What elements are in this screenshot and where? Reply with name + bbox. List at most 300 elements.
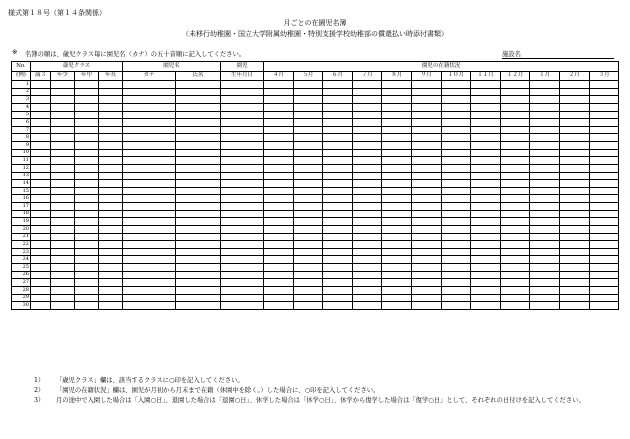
entry-cell[interactable] xyxy=(123,233,176,241)
entry-cell[interactable] xyxy=(31,126,51,134)
entry-cell[interactable] xyxy=(559,271,589,279)
entry-cell[interactable] xyxy=(412,88,442,96)
entry-cell[interactable] xyxy=(323,96,353,104)
entry-cell[interactable] xyxy=(176,256,221,264)
entry-cell[interactable] xyxy=(500,225,530,233)
entry-cell[interactable] xyxy=(352,157,382,165)
entry-cell[interactable] xyxy=(352,195,382,203)
entry-cell[interactable] xyxy=(51,81,75,89)
entry-cell[interactable] xyxy=(412,264,442,272)
entry-cell[interactable] xyxy=(293,210,323,218)
entry-cell[interactable] xyxy=(51,286,75,294)
entry-cell[interactable] xyxy=(99,180,123,188)
entry-cell[interactable] xyxy=(323,286,353,294)
entry-cell[interactable] xyxy=(441,96,471,104)
entry-cell[interactable] xyxy=(352,96,382,104)
entry-cell[interactable] xyxy=(382,142,412,150)
entry-cell[interactable] xyxy=(99,203,123,211)
entry-cell[interactable] xyxy=(412,164,442,172)
entry-cell[interactable] xyxy=(75,271,99,279)
entry-cell[interactable] xyxy=(293,103,323,111)
entry-cell[interactable] xyxy=(530,279,560,287)
entry-cell[interactable] xyxy=(441,302,471,310)
entry-cell[interactable] xyxy=(352,203,382,211)
entry-cell[interactable] xyxy=(441,126,471,134)
entry-cell[interactable] xyxy=(471,119,501,127)
entry-cell[interactable] xyxy=(382,96,412,104)
entry-cell[interactable] xyxy=(293,134,323,142)
entry-cell[interactable] xyxy=(99,241,123,249)
entry-cell[interactable] xyxy=(123,88,176,96)
entry-cell[interactable] xyxy=(471,187,501,195)
entry-cell[interactable] xyxy=(382,103,412,111)
entry-cell[interactable] xyxy=(31,302,51,310)
entry-cell[interactable] xyxy=(500,248,530,256)
entry-cell[interactable] xyxy=(352,180,382,188)
entry-cell[interactable] xyxy=(123,264,176,272)
entry-cell[interactable] xyxy=(293,119,323,127)
entry-cell[interactable] xyxy=(559,218,589,226)
entry-cell[interactable] xyxy=(471,164,501,172)
entry-cell[interactable] xyxy=(176,279,221,287)
entry-cell[interactable] xyxy=(176,126,221,134)
entry-cell[interactable] xyxy=(471,210,501,218)
entry-cell[interactable] xyxy=(589,164,619,172)
entry-cell[interactable] xyxy=(75,286,99,294)
entry-cell[interactable] xyxy=(221,256,264,264)
entry-cell[interactable] xyxy=(264,286,294,294)
entry-cell[interactable] xyxy=(559,286,589,294)
entry-cell[interactable] xyxy=(123,210,176,218)
entry-cell[interactable] xyxy=(264,225,294,233)
entry-cell[interactable] xyxy=(264,203,294,211)
entry-cell[interactable] xyxy=(221,248,264,256)
entry-cell[interactable] xyxy=(530,134,560,142)
entry-cell[interactable] xyxy=(352,225,382,233)
entry-cell[interactable] xyxy=(51,172,75,180)
entry-cell[interactable] xyxy=(441,187,471,195)
entry-cell[interactable] xyxy=(176,157,221,165)
entry-cell[interactable] xyxy=(530,126,560,134)
entry-cell[interactable] xyxy=(589,302,619,310)
entry-cell[interactable] xyxy=(382,302,412,310)
entry-cell[interactable] xyxy=(589,103,619,111)
entry-cell[interactable] xyxy=(323,241,353,249)
entry-cell[interactable] xyxy=(176,111,221,119)
entry-cell[interactable] xyxy=(323,88,353,96)
entry-cell[interactable] xyxy=(589,96,619,104)
entry-cell[interactable] xyxy=(382,210,412,218)
entry-cell[interactable] xyxy=(264,279,294,287)
entry-cell[interactable] xyxy=(382,225,412,233)
entry-cell[interactable] xyxy=(31,119,51,127)
entry-cell[interactable] xyxy=(221,111,264,119)
entry-cell[interactable] xyxy=(323,233,353,241)
entry-cell[interactable] xyxy=(221,241,264,249)
entry-cell[interactable] xyxy=(530,81,560,89)
entry-cell[interactable] xyxy=(176,241,221,249)
entry-cell[interactable] xyxy=(293,111,323,119)
entry-cell[interactable] xyxy=(176,218,221,226)
entry-cell[interactable] xyxy=(589,203,619,211)
entry-cell[interactable] xyxy=(382,149,412,157)
entry-cell[interactable] xyxy=(559,111,589,119)
entry-cell[interactable] xyxy=(123,248,176,256)
entry-cell[interactable] xyxy=(559,88,589,96)
entry-cell[interactable] xyxy=(51,157,75,165)
entry-cell[interactable] xyxy=(293,172,323,180)
entry-cell[interactable] xyxy=(471,225,501,233)
entry-cell[interactable] xyxy=(176,96,221,104)
entry-cell[interactable] xyxy=(500,256,530,264)
entry-cell[interactable] xyxy=(382,172,412,180)
entry-cell[interactable] xyxy=(589,180,619,188)
entry-cell[interactable] xyxy=(293,302,323,310)
entry-cell[interactable] xyxy=(500,187,530,195)
entry-cell[interactable] xyxy=(176,164,221,172)
entry-cell[interactable] xyxy=(559,210,589,218)
entry-cell[interactable] xyxy=(530,142,560,150)
entry-cell[interactable] xyxy=(559,279,589,287)
entry-cell[interactable] xyxy=(51,218,75,226)
entry-cell[interactable] xyxy=(176,119,221,127)
entry-cell[interactable] xyxy=(323,81,353,89)
entry-cell[interactable] xyxy=(75,88,99,96)
entry-cell[interactable] xyxy=(559,96,589,104)
entry-cell[interactable] xyxy=(51,96,75,104)
entry-cell[interactable] xyxy=(500,88,530,96)
entry-cell[interactable] xyxy=(352,142,382,150)
entry-cell[interactable] xyxy=(589,294,619,302)
entry-cell[interactable] xyxy=(441,142,471,150)
entry-cell[interactable] xyxy=(99,225,123,233)
entry-cell[interactable] xyxy=(559,195,589,203)
entry-cell[interactable] xyxy=(471,203,501,211)
entry-cell[interactable] xyxy=(221,88,264,96)
entry-cell[interactable] xyxy=(75,111,99,119)
entry-cell[interactable] xyxy=(500,126,530,134)
entry-cell[interactable] xyxy=(99,142,123,150)
entry-cell[interactable] xyxy=(471,142,501,150)
entry-cell[interactable] xyxy=(123,279,176,287)
entry-cell[interactable] xyxy=(323,248,353,256)
entry-cell[interactable] xyxy=(264,134,294,142)
entry-cell[interactable] xyxy=(123,149,176,157)
entry-cell[interactable] xyxy=(264,81,294,89)
entry-cell[interactable] xyxy=(264,103,294,111)
entry-cell[interactable] xyxy=(441,233,471,241)
entry-cell[interactable] xyxy=(352,103,382,111)
entry-cell[interactable] xyxy=(500,302,530,310)
entry-cell[interactable] xyxy=(500,271,530,279)
entry-cell[interactable] xyxy=(441,172,471,180)
entry-cell[interactable] xyxy=(99,286,123,294)
entry-cell[interactable] xyxy=(589,149,619,157)
entry-cell[interactable] xyxy=(99,103,123,111)
entry-cell[interactable] xyxy=(530,225,560,233)
entry-cell[interactable] xyxy=(221,134,264,142)
entry-cell[interactable] xyxy=(123,271,176,279)
entry-cell[interactable] xyxy=(75,187,99,195)
entry-cell[interactable] xyxy=(412,241,442,249)
entry-cell[interactable] xyxy=(530,157,560,165)
entry-cell[interactable] xyxy=(412,256,442,264)
entry-cell[interactable] xyxy=(382,164,412,172)
entry-cell[interactable] xyxy=(589,134,619,142)
entry-cell[interactable] xyxy=(441,218,471,226)
entry-cell[interactable] xyxy=(293,256,323,264)
entry-cell[interactable] xyxy=(412,294,442,302)
entry-cell[interactable] xyxy=(412,134,442,142)
entry-cell[interactable] xyxy=(441,256,471,264)
entry-cell[interactable] xyxy=(412,210,442,218)
entry-cell[interactable] xyxy=(31,218,51,226)
entry-cell[interactable] xyxy=(51,134,75,142)
entry-cell[interactable] xyxy=(441,248,471,256)
entry-cell[interactable] xyxy=(31,134,51,142)
entry-cell[interactable] xyxy=(352,286,382,294)
entry-cell[interactable] xyxy=(176,142,221,150)
entry-cell[interactable] xyxy=(589,279,619,287)
entry-cell[interactable] xyxy=(99,88,123,96)
entry-cell[interactable] xyxy=(441,180,471,188)
entry-cell[interactable] xyxy=(441,241,471,249)
entry-cell[interactable] xyxy=(31,203,51,211)
entry-cell[interactable] xyxy=(75,241,99,249)
entry-cell[interactable] xyxy=(75,126,99,134)
entry-cell[interactable] xyxy=(51,149,75,157)
entry-cell[interactable] xyxy=(51,103,75,111)
entry-cell[interactable] xyxy=(51,256,75,264)
entry-cell[interactable] xyxy=(559,248,589,256)
entry-cell[interactable] xyxy=(382,180,412,188)
entry-cell[interactable] xyxy=(412,187,442,195)
entry-cell[interactable] xyxy=(221,218,264,226)
entry-cell[interactable] xyxy=(31,210,51,218)
entry-cell[interactable] xyxy=(352,81,382,89)
entry-cell[interactable] xyxy=(500,279,530,287)
entry-cell[interactable] xyxy=(99,271,123,279)
entry-cell[interactable] xyxy=(99,134,123,142)
entry-cell[interactable] xyxy=(75,157,99,165)
entry-cell[interactable] xyxy=(352,164,382,172)
entry-cell[interactable] xyxy=(221,225,264,233)
entry-cell[interactable] xyxy=(471,172,501,180)
entry-cell[interactable] xyxy=(31,88,51,96)
entry-cell[interactable] xyxy=(589,111,619,119)
entry-cell[interactable] xyxy=(293,88,323,96)
entry-cell[interactable] xyxy=(323,256,353,264)
entry-cell[interactable] xyxy=(293,81,323,89)
entry-cell[interactable] xyxy=(221,286,264,294)
entry-cell[interactable] xyxy=(441,294,471,302)
entry-cell[interactable] xyxy=(293,233,323,241)
entry-cell[interactable] xyxy=(412,157,442,165)
facility-name-field[interactable]: 施設名 xyxy=(502,49,614,59)
entry-cell[interactable] xyxy=(530,195,560,203)
entry-cell[interactable] xyxy=(176,302,221,310)
entry-cell[interactable] xyxy=(176,81,221,89)
entry-cell[interactable] xyxy=(559,187,589,195)
entry-cell[interactable] xyxy=(352,279,382,287)
entry-cell[interactable] xyxy=(31,172,51,180)
entry-cell[interactable] xyxy=(500,210,530,218)
entry-cell[interactable] xyxy=(589,218,619,226)
entry-cell[interactable] xyxy=(382,88,412,96)
entry-cell[interactable] xyxy=(500,96,530,104)
entry-cell[interactable] xyxy=(99,302,123,310)
entry-cell[interactable] xyxy=(31,142,51,150)
entry-cell[interactable] xyxy=(352,294,382,302)
entry-cell[interactable] xyxy=(75,256,99,264)
entry-cell[interactable] xyxy=(323,195,353,203)
entry-cell[interactable] xyxy=(75,195,99,203)
entry-cell[interactable] xyxy=(31,187,51,195)
entry-cell[interactable] xyxy=(412,172,442,180)
entry-cell[interactable] xyxy=(51,111,75,119)
entry-cell[interactable] xyxy=(441,195,471,203)
entry-cell[interactable] xyxy=(264,264,294,272)
entry-cell[interactable] xyxy=(75,180,99,188)
entry-cell[interactable] xyxy=(123,225,176,233)
entry-cell[interactable] xyxy=(530,248,560,256)
entry-cell[interactable] xyxy=(500,241,530,249)
entry-cell[interactable] xyxy=(123,126,176,134)
entry-cell[interactable] xyxy=(31,111,51,119)
entry-cell[interactable] xyxy=(31,233,51,241)
entry-cell[interactable] xyxy=(31,81,51,89)
entry-cell[interactable] xyxy=(471,241,501,249)
entry-cell[interactable] xyxy=(441,203,471,211)
entry-cell[interactable] xyxy=(293,286,323,294)
entry-cell[interactable] xyxy=(382,126,412,134)
entry-cell[interactable] xyxy=(293,96,323,104)
entry-cell[interactable] xyxy=(293,157,323,165)
entry-cell[interactable] xyxy=(99,96,123,104)
entry-cell[interactable] xyxy=(293,271,323,279)
entry-cell[interactable] xyxy=(441,119,471,127)
entry-cell[interactable] xyxy=(559,294,589,302)
entry-cell[interactable] xyxy=(221,149,264,157)
entry-cell[interactable] xyxy=(323,180,353,188)
entry-cell[interactable] xyxy=(176,286,221,294)
entry-cell[interactable] xyxy=(99,157,123,165)
entry-cell[interactable] xyxy=(530,271,560,279)
entry-cell[interactable] xyxy=(264,302,294,310)
entry-cell[interactable] xyxy=(221,103,264,111)
entry-cell[interactable] xyxy=(221,294,264,302)
entry-cell[interactable] xyxy=(123,157,176,165)
entry-cell[interactable] xyxy=(31,271,51,279)
entry-cell[interactable] xyxy=(589,81,619,89)
entry-cell[interactable] xyxy=(530,88,560,96)
entry-cell[interactable] xyxy=(323,103,353,111)
entry-cell[interactable] xyxy=(441,157,471,165)
entry-cell[interactable] xyxy=(500,218,530,226)
entry-cell[interactable] xyxy=(176,88,221,96)
entry-cell[interactable] xyxy=(589,264,619,272)
entry-cell[interactable] xyxy=(75,279,99,287)
entry-cell[interactable] xyxy=(293,187,323,195)
entry-cell[interactable] xyxy=(471,271,501,279)
entry-cell[interactable] xyxy=(382,81,412,89)
entry-cell[interactable] xyxy=(293,149,323,157)
entry-cell[interactable] xyxy=(323,164,353,172)
entry-cell[interactable] xyxy=(31,256,51,264)
entry-cell[interactable] xyxy=(589,225,619,233)
entry-cell[interactable] xyxy=(123,256,176,264)
entry-cell[interactable] xyxy=(412,81,442,89)
entry-cell[interactable] xyxy=(323,119,353,127)
entry-cell[interactable] xyxy=(51,126,75,134)
entry-cell[interactable] xyxy=(589,157,619,165)
entry-cell[interactable] xyxy=(530,286,560,294)
entry-cell[interactable] xyxy=(31,241,51,249)
entry-cell[interactable] xyxy=(589,88,619,96)
entry-cell[interactable] xyxy=(589,286,619,294)
entry-cell[interactable] xyxy=(123,172,176,180)
entry-cell[interactable] xyxy=(559,225,589,233)
entry-cell[interactable] xyxy=(99,126,123,134)
entry-cell[interactable] xyxy=(221,96,264,104)
entry-cell[interactable] xyxy=(589,233,619,241)
entry-cell[interactable] xyxy=(323,302,353,310)
entry-cell[interactable] xyxy=(176,203,221,211)
entry-cell[interactable] xyxy=(51,210,75,218)
entry-cell[interactable] xyxy=(75,164,99,172)
entry-cell[interactable] xyxy=(323,149,353,157)
entry-cell[interactable] xyxy=(412,111,442,119)
entry-cell[interactable] xyxy=(99,248,123,256)
entry-cell[interactable] xyxy=(176,271,221,279)
entry-cell[interactable] xyxy=(352,233,382,241)
entry-cell[interactable] xyxy=(382,233,412,241)
entry-cell[interactable] xyxy=(123,218,176,226)
entry-cell[interactable] xyxy=(75,172,99,180)
entry-cell[interactable] xyxy=(589,241,619,249)
entry-cell[interactable] xyxy=(51,248,75,256)
entry-cell[interactable] xyxy=(412,271,442,279)
entry-cell[interactable] xyxy=(323,210,353,218)
entry-cell[interactable] xyxy=(412,218,442,226)
entry-cell[interactable] xyxy=(31,248,51,256)
entry-cell[interactable] xyxy=(51,119,75,127)
entry-cell[interactable] xyxy=(471,256,501,264)
entry-cell[interactable] xyxy=(530,294,560,302)
entry-cell[interactable] xyxy=(293,203,323,211)
entry-cell[interactable] xyxy=(293,126,323,134)
entry-cell[interactable] xyxy=(99,119,123,127)
entry-cell[interactable] xyxy=(99,187,123,195)
entry-cell[interactable] xyxy=(412,103,442,111)
entry-cell[interactable] xyxy=(51,88,75,96)
entry-cell[interactable] xyxy=(264,241,294,249)
entry-cell[interactable] xyxy=(500,103,530,111)
entry-cell[interactable] xyxy=(264,119,294,127)
entry-cell[interactable] xyxy=(221,126,264,134)
entry-cell[interactable] xyxy=(382,271,412,279)
entry-cell[interactable] xyxy=(221,264,264,272)
entry-cell[interactable] xyxy=(559,264,589,272)
entry-cell[interactable] xyxy=(589,271,619,279)
entry-cell[interactable] xyxy=(221,203,264,211)
entry-cell[interactable] xyxy=(471,126,501,134)
entry-cell[interactable] xyxy=(293,241,323,249)
entry-cell[interactable] xyxy=(31,264,51,272)
entry-cell[interactable] xyxy=(471,286,501,294)
entry-cell[interactable] xyxy=(264,218,294,226)
entry-cell[interactable] xyxy=(264,164,294,172)
